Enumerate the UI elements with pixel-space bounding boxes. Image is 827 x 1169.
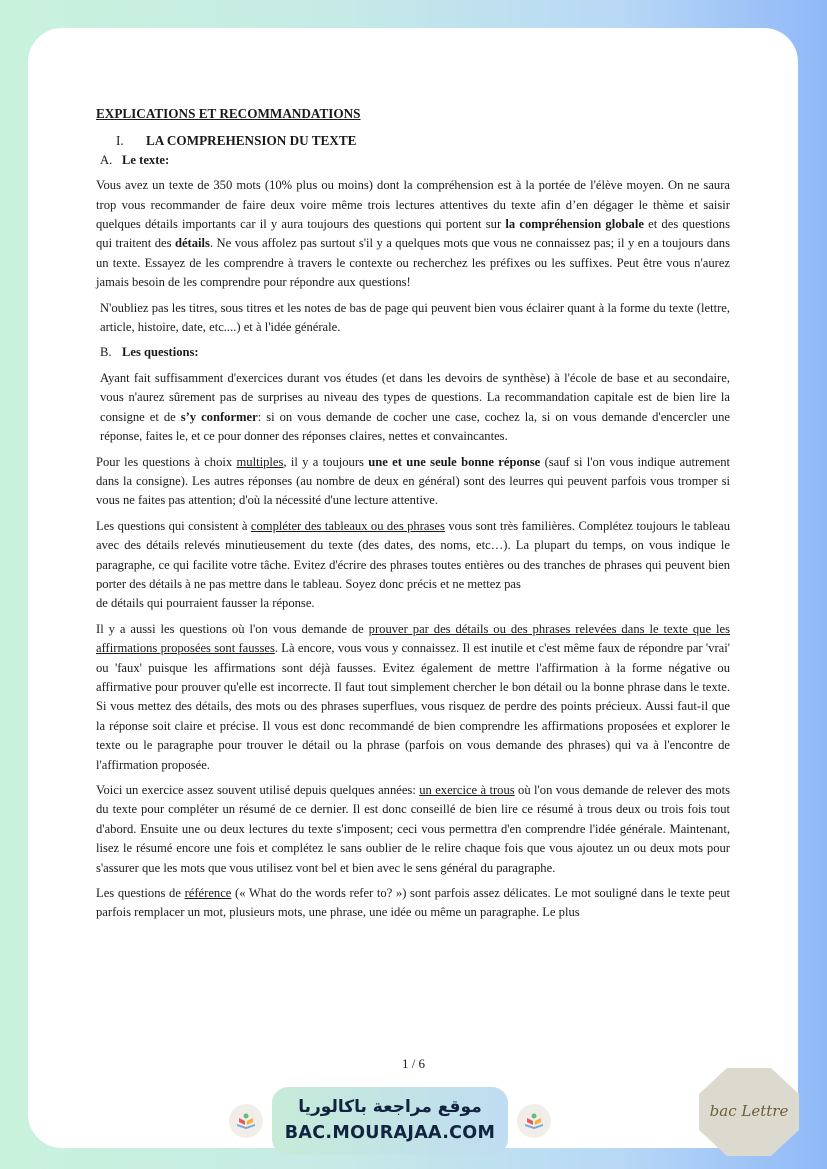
paragraph-questions-6: Les questions de référence (« What do the words refer to? ») sont parfois assez délicates. Le mot souligné dans le texte peut parfois remplacer un mot, plusieurs mots, une phrase, une idée ou même un paragraphe. Le plus: [96, 886, 731, 920]
document-body: [96, 104, 730, 929]
site-banner[interactable]: [272, 1087, 508, 1155]
subsection-letter: B.: [100, 345, 112, 360]
subsection-heading-a: [100, 151, 730, 170]
subsection-title: Les questions:: [122, 345, 199, 360]
paragraph-questions-1: Ayant fait suffisamment d'exercices durant vos études (et dans les devoirs de synthèse) à l'école de base et au secondaire, vous n'aurez sûrement pas de surprises au niveau des types de questions. La recommandation capitale est de bien lire la consigne et de s’y conformer: si on vous demande de cocher une case, cochez la, si on vous demande d'encercler une réponse, faites le, et ce pour donner des réponses claires, nettes et convaincantes.: [100, 370, 731, 444]
banner-url-text: BAC.MOURAJAA.COM: [284, 1123, 496, 1143]
paragraph-questions-2: Pour les questions à choix multiples, il y a toujours une et une seule bonne réponse (sauf si l'on vous indique autrement dans la consigne). Les autres réponses (au nombre de deux en général) sont des leurres qui peuvent parfois vous tromper si vous ne faites pas attention; d'où la nécessité d'une lecture attentive.: [96, 454, 730, 508]
banner-arabic-text: موقع مراجعة باكالوريا: [298, 1097, 482, 1117]
page-number: 1 / 6: [401, 1056, 426, 1071]
section-title: LA COMPREHENSION DU TEXTE: [146, 133, 357, 149]
subsection-title: Le texte:: [122, 152, 170, 167]
bac-lettre-badge: [697, 1066, 801, 1158]
paragraph-questions-3: Les questions qui consistent à compléter des tableaux ou des phrases vous sont très familières. Complétez toujours le tableau avec des détails relevés minutieusement du texte (des dates, des noms, etc…). La plupart du temps, on vous indique le paragraphe, ce qui facilite votre tâche. Evitez d'écrire des phrases toutes entières ou des tranches de phrases qui peuvent bien porter des détails à ne pas mettre dans le tableau. Soyez donc précis et ne mettez pas de détails qui pourraient fausser la réponse.: [96, 518, 730, 611]
book-logo-icon: [229, 1104, 263, 1138]
subsection-letter: A.: [100, 152, 113, 167]
book-logo-icon: [517, 1104, 551, 1138]
section-number: I.: [116, 133, 124, 149]
subsection-heading-b: [100, 343, 730, 362]
section-heading: [116, 131, 730, 150]
paragraph-questions-5: Voici un exercice assez souvent utilisé depuis quelques années: un exercice à trous où l'on vous demande de relever des mots du texte pour compléter un résumé de ce dernier. Il est donc conseillé de bien lire ce résumé à trous deux ou trois fois tout d'abord. Ensuite une ou deux lectures du texte s'imposent; ceci vous permettra d'en comprendre l'idée générale. Maintenant, lisez le résumé encore une fois et complétez le sans oublier de le relire chaque fois que vous ajoutez un ou deux mots pour s'assurer que les mots que vous utilisez vont bel et bien avec le sens général du paragraphe.: [96, 783, 730, 875]
paragraph-texte-1: Vous avez un texte de 350 mots (10% plus ou moins) dont la compréhension est à la portée de l'élève moyen. On ne saura trop vous recommander de faire deux voire même trois lectures attentives du texte afin d’en dégager le thème et saisir quelques détails importants car il y aura toujours des questions qui portent sur la compréhension globale et des questions qui traitent des détails. Ne vous affolez pas surtout s'il y a quelques mots que vous ne connaissez pas; il y en a toujours dans un texte. Essayez de les comprendre à travers le contexte ou recherchez les préfixes ou les suffixes. Peut être vous n'aurez jamais besoin de les comprendre pour répondre aux questions!: [96, 178, 731, 290]
paragraph-texte-2: N'oubliez pas les titres, sous titres et les notes de bas de page qui peuvent bien vous éclairer quant à la forme du texte (lettre, article, histoire, date, etc....) et à l'idée générale.: [100, 300, 730, 335]
document-title: EXPLICATIONS ET RECOMMANDATIONS: [96, 106, 361, 121]
badge-text: bac Lettre: [709, 1102, 789, 1120]
paragraph-questions-4: Il y a aussi les questions où l'on vous demande de prouver par des détails ou des phrases relevées dans le texte que les affirmations proposées sont fausses. Là encore, vous vous y connaissez. Il est inutile et c'est même faux de répondre par 'vrai' ou 'faux' puisque les affirmations sont déjà fausses. Evitez également de mettre l'affirmation à la forme négative ou affirmative pour prouver qu'elle est incorrecte. Il faut tout simplement chercher le bon détail ou la bonne phrase dans le texte. Si vous mettez des détails, des mots ou des phrases superflues, vous risquez de perdre des points précieux. Aussi faut-il que la réponse soit claire et précise. Il vous est donc recommandé de bien comprendre les affirmations proposées et explorer le texte ou le paragraphe pour trouver le détail ou la phrase (parfois on vous demande des phrases) qui va à l'encontre de l'affirmation proposée.: [96, 621, 730, 772]
